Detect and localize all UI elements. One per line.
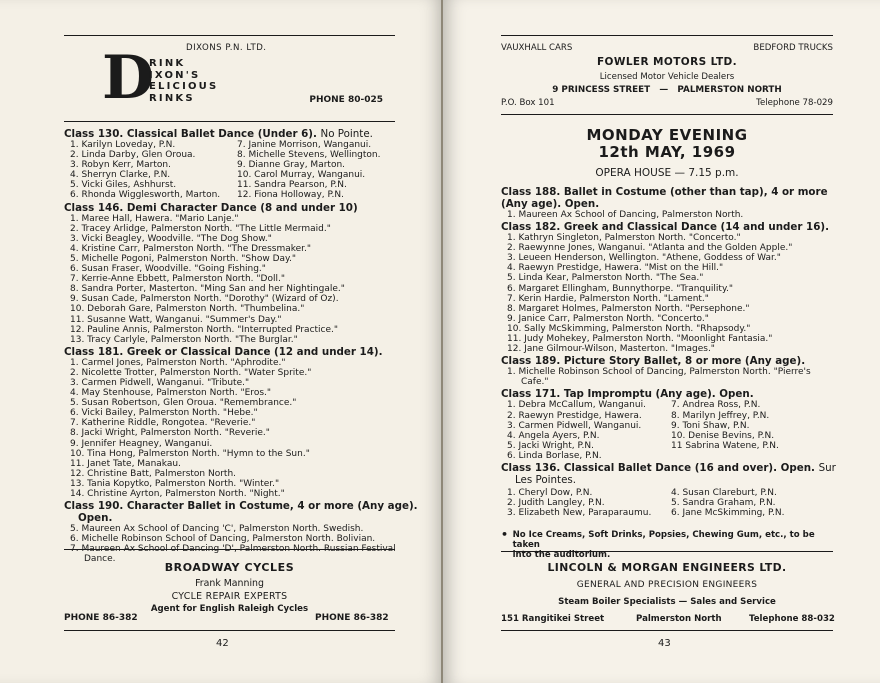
lincoln-spec: Steam Boiler Specialists — Sales and Service: [558, 597, 776, 607]
bullet-icon: •: [501, 528, 509, 542]
class-130-title: [64, 128, 395, 140]
class-136-title: [501, 461, 836, 474]
page-43: [443, 0, 880, 683]
class-188-entries: [501, 210, 833, 220]
lincoln-name: LINCOLN & MORGAN ENGINEERS LTD.: [547, 561, 787, 574]
entry: 4. Susan Clareburt, P.N.: [671, 487, 777, 498]
fowler-ad: [501, 43, 833, 111]
entry: 6. Linda Borlase, P.N.: [507, 450, 602, 461]
fowler-dash: —: [659, 85, 669, 95]
entry: 7. Maureen Ax School of Dancing 'D', Palmerston North. Russian Festival: [70, 544, 396, 555]
entry: 8. Margaret Holmes, Palmerston North. "Persephone.": [507, 303, 750, 314]
notice-line: No Ice Creams, Soft Drinks, Popsies, Chewing Gum, etc., to be taken: [512, 530, 815, 551]
dixons-ad: [64, 43, 395, 119]
dixons-big-letter: D: [102, 43, 155, 113]
entry: 1. Carmel Jones, Palmerston North. "Aphrodite.": [70, 357, 286, 368]
entry: 3. Leueen Henderson, Wellington. "Athene, Goddess of War.": [507, 253, 781, 264]
entry: 5. Linda Kear, Palmerston North. "The Sea.": [507, 273, 704, 284]
fowler-address-line: [501, 85, 833, 95]
entry: 11. Sandra Pearson, P.N.: [237, 180, 347, 191]
entry: 12. Jane Gilmour-Wilson, Masterton. "Images.": [507, 344, 715, 355]
entry: 2. Raewyn Prestidge, Hawera.: [507, 410, 642, 421]
entry: 1. Debra McCallum, Wanganui.: [507, 400, 646, 411]
session-venue: OPERA HOUSE — 7.15 p.m.: [595, 167, 739, 179]
fowler-pobox: P.O. Box 101: [501, 98, 555, 108]
broadway-name: BROADWAY CYCLES: [164, 561, 295, 574]
session-day: MONDAY EVENING: [586, 126, 748, 144]
entry: 7. Katherine Riddle, Rongotea. "Reverie.": [70, 418, 256, 429]
entry: 2. Raewynne Jones, Wanganui. "Atlanta and the Golden Apple.": [507, 243, 793, 254]
ad-divider: [501, 114, 833, 115]
entry: 4. Kristine Carr, Palmerston North. "The Dressmaker.": [70, 243, 312, 254]
entry: 3. Carmen Pidwell, Wanganui.: [507, 420, 642, 431]
entry: 1. Karilyn Loveday, P.N.: [70, 140, 176, 150]
entry: 6. Vicki Bailey, Palmerston North. "Hebe.": [70, 408, 258, 419]
dixons-word: IXON'S: [149, 69, 201, 81]
entry: 4. May Stenhouse, Palmerston North. "Eros.": [70, 388, 272, 399]
entry: 2. Tracey Arlidge, Palmerston North. "The Little Mermaid.": [70, 223, 331, 234]
class-190-entries: [64, 524, 395, 564]
entry: 7. Janine Morrison, Wanganui.: [237, 140, 372, 150]
lincoln-phone: Telephone 88-032: [749, 614, 835, 624]
entry-continued: Cafe.": [521, 377, 549, 388]
entry: 2. Linda Darby, Glen Oroua.: [70, 150, 196, 161]
entry: 5. Maureen Ax School of Dancing 'C', Palmerston North. Swedish.: [70, 524, 364, 535]
entry: 1. Michelle Robinson School of Dancing, Palmerston North. "Pierre's: [507, 367, 811, 378]
dixons-word: ELICIOUS: [149, 81, 219, 92]
class-130-entries: [64, 140, 395, 201]
dixons-company: DIXONS P.N. LTD.: [186, 43, 267, 53]
class-188-title: Class 188. Ballet in Costume (other than tap), 4 or more: [501, 186, 828, 198]
entry: 1. Maureen Ax School of Dancing, Palmerston North.: [507, 210, 744, 220]
fowler-name: FOWLER MOTORS LTD.: [596, 56, 738, 68]
dixons-words: [149, 58, 218, 104]
entry: 9. Toni Shaw, P.N.: [671, 420, 750, 431]
entry: 9. Dianne Gray, Marton.: [237, 160, 346, 171]
entry: 1. Cheryl Dow, P.N.: [507, 487, 593, 498]
bottom-rule: [501, 630, 833, 631]
class-171-entries: [501, 400, 833, 461]
entry: 7. Kerin Hardie, Palmerston North. "Lament.": [507, 293, 709, 304]
class-171-title: Class 171. Tap Impromptu (Any age). Open.: [501, 388, 754, 401]
entry: 10. Deborah Gare, Palmerston North. "Thumbelina.": [70, 304, 305, 315]
lincoln-ad: [501, 561, 833, 609]
entry: 3. Vicki Beagley, Woodville. "The Dog Show.": [70, 233, 272, 244]
session-heading: [501, 127, 833, 180]
class-title-text: Class 130. Classical Ballet Dance (Under 6).: [64, 128, 317, 140]
lincoln-address: 151 Rangitikei Street: [501, 614, 605, 624]
class-189-entries: [501, 367, 833, 387]
class-182-title: Class 182. Greek and Classical Dance (14 and under 16).: [501, 221, 829, 234]
class-146-title: Class 146. Demi Character Dance (8 and under 10): [64, 201, 358, 214]
class-136-note-2: Les Pointes.: [515, 473, 577, 486]
session-date: 12th MAY, 1969: [598, 143, 736, 161]
bottom-rule: [64, 630, 395, 631]
entry-continued: Dance.: [84, 554, 116, 565]
entry: 8. Michelle Stevens, Wellington.: [237, 150, 381, 161]
entry: 5. Michelle Pogoni, Palmerston North. "Show Day.": [70, 253, 297, 264]
dixons-word: RINKS: [149, 92, 195, 104]
page-number: 42: [216, 638, 229, 649]
entry: 8. Jacki Wright, Palmerston North. "Reverie.": [70, 428, 270, 439]
entry: 10. Carol Murray, Wanganui.: [237, 170, 366, 181]
entry: 10. Denise Bevins, P.N.: [671, 430, 775, 441]
fowler-phone: Telephone 78-029: [756, 98, 833, 108]
entry: 1. Maree Hall, Hawera. "Mario Lanje.": [70, 213, 239, 224]
class-146-entries: [64, 214, 395, 345]
entry: 8. Marilyn Jeffrey, P.N.: [671, 410, 770, 421]
entry: 2. Nicolette Trotter, Palmerston North. "Water Sprite.": [70, 367, 312, 378]
notice: [501, 530, 833, 560]
entry: 7. Andrea Ross, P.N.: [671, 400, 761, 411]
entry: 7. Kerrie-Anne Ebbett, Palmerston North. "Doll.": [70, 274, 285, 285]
entry: 5. Susan Robertson, Glen Oroua. "Remembrance.": [70, 398, 297, 409]
class-136-entries: [501, 488, 833, 518]
lincoln-city: Palmerston North: [636, 614, 722, 624]
entry: 10. Tina Hong, Palmerston North. "Hymn to the Sun.": [70, 448, 310, 459]
entry: 13. Tania Kopytko, Palmerston North. "Winter.": [70, 478, 280, 489]
entry: 12. Christine Batt, Palmerston North.: [70, 468, 237, 479]
broadway-owner: Frank Manning: [195, 578, 264, 589]
entry: 4. Raewyn Prestidge, Hawera. "Mist on the Hill.": [507, 263, 724, 274]
entry: 9. Jennifer Heagney, Wanganui.: [70, 438, 213, 449]
entry: 9. Susan Cade, Palmerston North. "Dorothy" (Wizard of Oz).: [70, 294, 339, 305]
entry: 11. Janet Tate, Manakau.: [70, 458, 181, 469]
broadway-line: CYCLE REPAIR EXPERTS: [171, 591, 288, 602]
entry: 3. Elizabeth New, Paraparaumu.: [507, 508, 652, 519]
entry: 11. Susanne Watt, Wanganui. "Summer's Day.": [70, 314, 282, 325]
entry: 6. Rhonda Wigglesworth, Marton.: [70, 190, 221, 201]
dixons-phone: PHONE 80-025: [309, 95, 383, 105]
entry: 12. Fiona Holloway, P.N.: [237, 190, 344, 201]
class-182-entries: [501, 233, 833, 354]
entry: 6. Jane McSkimming, P.N.: [671, 508, 785, 519]
entry: 8. Sandra Porter, Masterton. "Ming San and her Nightingale.": [70, 284, 345, 295]
entry: 3. Robyn Kerr, Marton.: [70, 160, 171, 171]
entry: 6. Margaret Ellingham, Bunnythorpe. "Tranquility.": [507, 283, 733, 294]
top-rule: [64, 35, 395, 36]
entry: 11 Sabrina Watene, P.N.: [671, 440, 779, 451]
programme-right: [501, 185, 836, 561]
entry: 6. Michelle Robinson School of Dancing, Palmerston North. Bolivian.: [70, 534, 376, 545]
programme-left: [64, 127, 418, 565]
entry: 3. Carmen Pidwell, Wanganui. "Tribute.": [70, 377, 250, 388]
entry: 10. Sally McSkimming, Palmerston North. "Rhapsody.": [507, 323, 751, 334]
entry: 5. Sandra Graham, P.N.: [671, 498, 776, 509]
entry: 14. Christine Ayrton, Palmerston North. "Night.": [70, 489, 285, 499]
ad-divider: [64, 549, 395, 550]
class-190-title: Class 190. Character Ballet in Costume, 4 or more (Any age).: [64, 500, 418, 513]
class-189-title: Class 189. Picture Story Ballet, 8 or more (Any age).: [501, 355, 806, 368]
class-181-title: Class 181. Greek or Classical Dance (12 and under 14).: [64, 345, 383, 358]
lincoln-line: GENERAL AND PRECISION ENGINEERS: [576, 580, 758, 590]
entry: 12. Pauline Annis, Palmerston North. "Interrupted Practice.": [70, 324, 339, 335]
entry: 9. Janice Carr, Palmerston North. "Concerto.": [507, 313, 709, 324]
broadway-ad: [64, 561, 395, 616]
entry: 11. Judy Mohekey, Palmerston North. "Moonlight Fantasia.": [507, 334, 773, 345]
fowler-city: PALMERSTON NORTH: [677, 85, 782, 95]
entry: 4. Angela Ayers, P.N.: [507, 430, 600, 441]
class-181-entries: [64, 358, 395, 499]
fowler-licence: Licensed Motor Vehicle Dealers: [599, 72, 735, 82]
broadway-phone-left: PHONE 86-382: [64, 613, 138, 623]
entry: 4. Sherryn Clarke, P.N.: [70, 170, 171, 181]
entry: 5. Vicki Giles, Ashhurst.: [70, 180, 177, 191]
page-number: 43: [658, 638, 671, 649]
entry: 13. Tracy Carlyle, Palmerston North. "The Burglar.": [70, 334, 298, 345]
class-190-title-2: Open.: [78, 512, 113, 525]
fowler-left-tag: VAUXHALL CARS: [501, 43, 573, 53]
entry: 1. Kathryn Singleton, Palmerston North. "Concerto.": [507, 233, 741, 244]
entry: 2. Judith Langley, P.N.: [507, 498, 605, 509]
class-note: No Pointe.: [320, 128, 373, 140]
fowler-right-tag: BEDFORD TRUCKS: [753, 43, 833, 53]
entry: 5. Jacki Wright, P.N.: [507, 440, 594, 451]
class-188-title-2: (Any age). Open.: [501, 198, 600, 210]
entry: 6. Susan Fraser, Woodville. "Going Fishing.": [70, 264, 266, 275]
ad-divider: [501, 551, 833, 552]
notice-line: into the auditorium.: [512, 550, 611, 561]
ad-divider: [64, 121, 395, 122]
class-note: Sur: [818, 461, 836, 474]
fowler-address: 9 PRINCESS STREET: [552, 85, 651, 95]
class-title-text: Class 136. Classical Ballet Dance (16 and over). Open.: [501, 461, 815, 474]
dixons-word: RINK: [149, 58, 186, 69]
broadway-phone-right: PHONE 86-382: [315, 613, 389, 623]
broadway-agent: Agent for English Raleigh Cycles: [150, 604, 309, 614]
top-rule: [501, 35, 833, 36]
